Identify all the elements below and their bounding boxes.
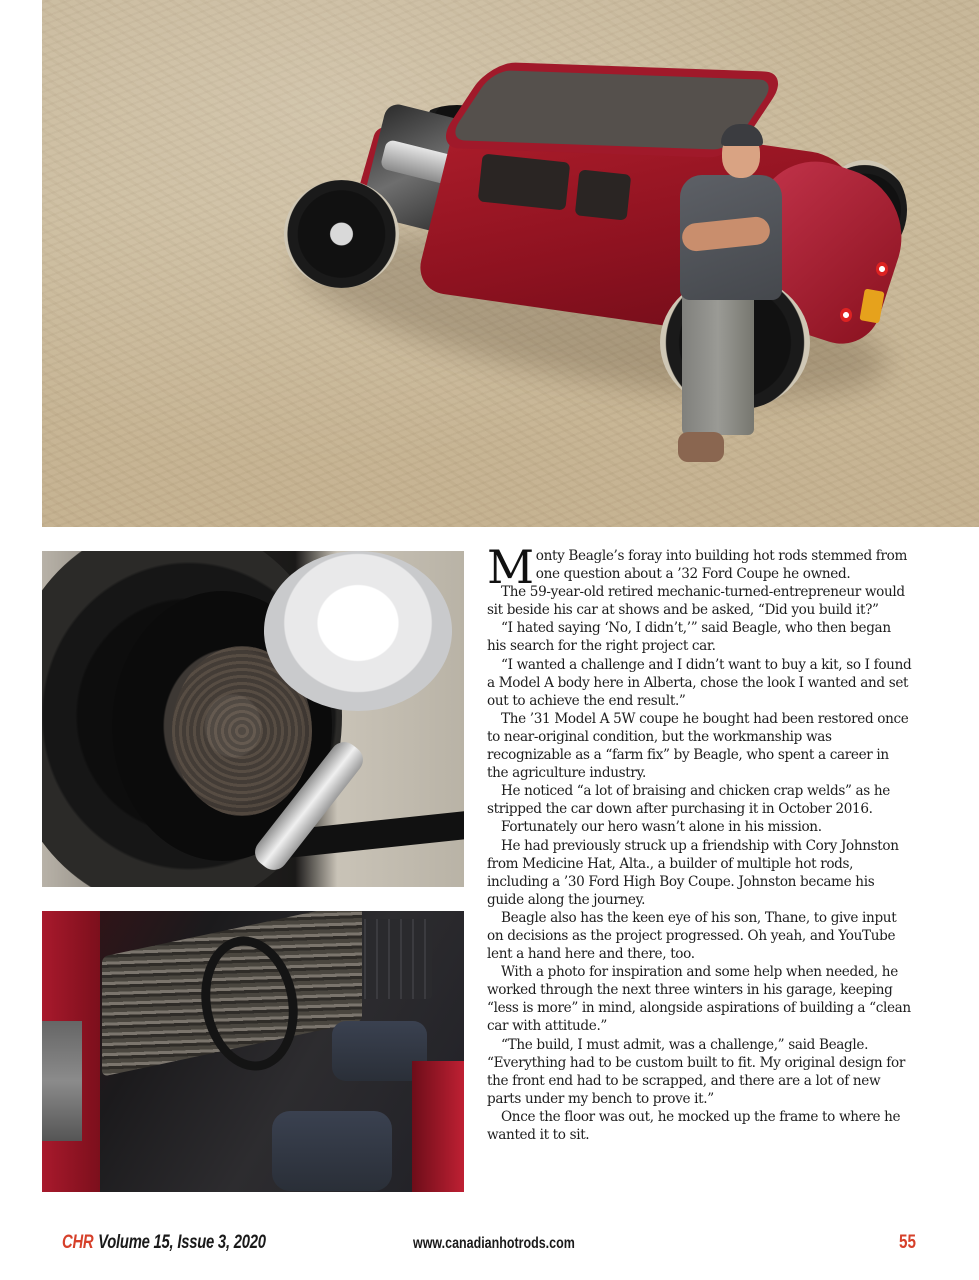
- article-paragraph: He noticed “a lot of braising and chicken crap welds” as he stripped the car down after purchasing it in October 2016.: [487, 783, 890, 818]
- hero-photo: [42, 0, 979, 527]
- article-body: [487, 540, 912, 1144]
- drop-cap: M: [487, 540, 534, 594]
- page-number: 55: [899, 1232, 916, 1253]
- owner-legs: [682, 285, 754, 435]
- magazine-brand: CHR: [62, 1232, 94, 1253]
- taillight: [840, 308, 852, 322]
- owner-cap: [721, 124, 763, 146]
- article-paragraph: The 59-year-old retired mechanic-turned-entrepreneur would sit beside his car at shows and be asked, “Did you build it?”: [487, 584, 905, 619]
- article-paragraph: “The build, I must admit, was a challenge,” said Beagle. “Everything had to be custom built to fit. My original design for the front end had to be scrapped, and there are a lot of new parts under my bench to prove it.”: [487, 1036, 905, 1107]
- article-paragraph: He had previously struck up a friendship with Cory Johnston from Medicine Hat, Alta., a builder of multiple hot rods, including a ’30 Ford High Boy Coupe. Johnston became his guide along the journey.: [487, 837, 899, 908]
- headlight: [264, 551, 452, 711]
- article-paragraph: Fortunately our hero wasn’t alone in his mission.: [501, 819, 822, 836]
- page-footer: [0, 1232, 979, 1262]
- article-paragraph: “I wanted a challenge and I didn’t want to buy a kit, so I found a Model A body here in Alberta, chose the look I wanted and set out to achieve the end result.”: [487, 656, 912, 709]
- taillight: [876, 262, 888, 276]
- article-paragraph: Beagle also has the keen eye of his son, Thane, to give input on decisions as the project progressed. Oh yeah, and YouTube lent a hand here and there, too.: [487, 909, 897, 963]
- front-suspension-photo: [42, 551, 464, 887]
- issue-info: Volume 15, Issue 3, 2020: [98, 1232, 266, 1253]
- car-door-window: [478, 154, 571, 211]
- owner-sandals: [678, 432, 724, 462]
- article-paragraph: “I hated saying ‘No, I didn’t,’” said Beagle, who then began his search for the right project car.: [487, 620, 891, 655]
- interior-photo: [42, 911, 464, 1192]
- article-paragraph: Monty Beagle’s foray into building hot rods stemmed from one question about a ’32 Ford Coupe he owned.: [487, 540, 907, 594]
- door-panel: [42, 1021, 82, 1141]
- article-paragraph: Once the floor was out, he mocked up the frame to where he wanted it to sit.: [487, 1108, 901, 1143]
- article-paragraph: The ’31 Model A 5W coupe he bought had been restored once to near-original condition, but the workmanship was recognizable as a “farm fix” by Beagle, who spent a career in the agriculture industry.: [487, 710, 909, 782]
- article-paragraph: With a photo for inspiration and some help when needed, he worked through the next three winters in his garage, keeping “less is more” in mind, alongside aspirations of building a “clean car with attitude.”: [487, 964, 911, 1035]
- body-pillar: [412, 1061, 464, 1192]
- license-plate: [859, 289, 884, 324]
- website-url[interactable]: www.canadianhotrods.com: [413, 1235, 575, 1252]
- driver-seat: [272, 1111, 392, 1191]
- magazine-issue: [62, 1232, 266, 1254]
- car-quarter-window: [575, 169, 632, 220]
- front-left-wheel: [284, 180, 399, 288]
